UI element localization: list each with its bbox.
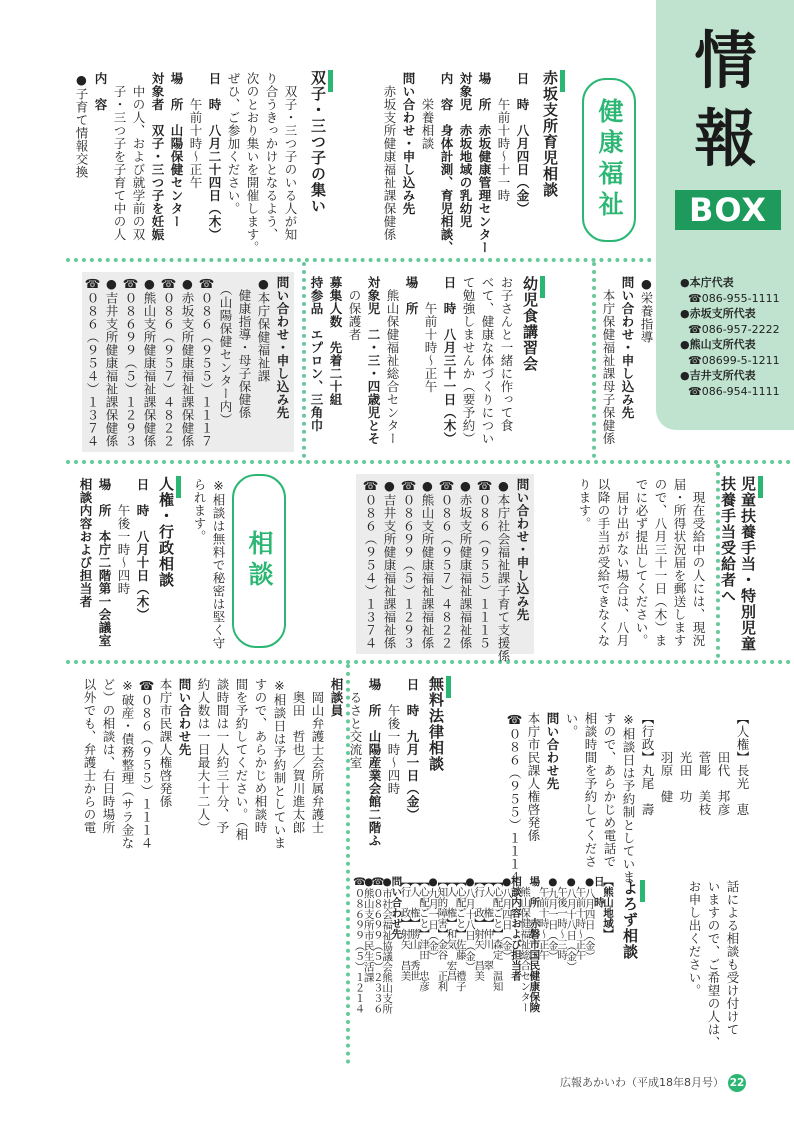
contact-tel: ☎086-955-1111 <box>688 291 780 305</box>
contact-name: ●赤坂支所代表 <box>680 307 756 320</box>
footer <box>560 1074 746 1092</box>
yoji-contact: 問い合わせ・申し込み先 ●本庁保健福祉課 健康指導・母子保健係 （山陽保健センター内） ☎０８６（９５５）１１１７ ●赤坂支所健康福祉課保健係 ☎０８６（９５７）４８２２ ●熊山支所健康福祉課保健係 ☎０８６９９（５）１２９３ ●吉井支所健康福祉課保健係 ☎０８６（９５４）１３７４ <box>85 276 290 448</box>
yoji-body: お子さんと一緒に作って食 べて、健康な体づくりについ て勉強しませんか（要予約） 日 時 八月三十一日（木） 午前十時～正午 場 所 熊山保健福祉総合センター 対象児 二・三・四歳児とそ の保護者 募集人数 先着二十組 持参品 エプロン、三角巾 <box>309 276 514 445</box>
akasaka-title: 赤坂支所育児相談 <box>540 70 565 198</box>
jinken-body: 日 時 八月十日（木） 午後一時～四時 場 所 本庁二階第一会議室 相談内容および担当者 <box>78 478 150 647</box>
health-welfare-badge: 健康福祉 <box>582 78 636 242</box>
contact-name: ●吉井支所代表 <box>680 369 756 382</box>
akasaka-body: 日 時 八月四日（金） 午前十時～十一時 場 所 赤坂健康管理センター 対象児 赤坂地域の乳幼児 内 容 身体計測、育児相談、 栄養相談 問い合わせ・申し込み先 赤坂支所健康福祉課保健係 <box>382 72 530 254</box>
contact-tel: ☎086-954-1111 <box>688 384 780 398</box>
yorozu-detail: 【熊山地域】 日 時 ●八月四日（金） 午前十時～正午 ●八月十八日（金） 午後一時～三時 ●九月一日（金） 午前十時～正午 場 所 赤磐市国民健康保険 熊山保健福祉総合センター 相談内容および担当者 ●八月四日（金） 【心配ごと】森定 温知 【人 権】仲川 翠 【行 政】射矢 昌美 ●八月十八日（金） 【心配ごと】佐藤 禮子 【人 権】和気 宏昌 【知的障害】金谷 正利 ●九月一日（金） 【心配ごと】津田 忠彦 【人 権】勝山 秀世 【行 政】射矢 昌美 問い合わせ先 ●市社会福祉協議会熊山支所 ☎０８６９９（５）２３３６ ●熊山支所市民生活課 ☎０８６９９（５）１２１４ <box>353 876 614 1014</box>
divider <box>66 460 791 464</box>
contact-name: ●熊山支所代表 <box>680 338 756 351</box>
jido-title: 児童扶養手当・特別児童扶養手当受給者へ <box>718 476 763 656</box>
contact-tel: ☎086-957-2222 <box>688 322 780 336</box>
yorozu-title: よろず相談 <box>620 880 645 960</box>
contact-tel: ☎08699-5-1211 <box>688 353 780 367</box>
futago-title: 双子・三つ子の集い <box>308 70 333 214</box>
yorozu-body: 話による相談も受け付けて いますので、ご希望の人は、 お申し出ください。 <box>687 880 740 1049</box>
jido-contact: 問い合わせ・申し込み先 ●本庁社会福祉課子育て支援係 ☎０８６（９５５）１１１５ ●赤坂支所健康福祉課福祉係 ☎０８６（９５７）４８２２ ●熊山支所健康福祉課福祉係 ☎０８６９９（５）１２９３ ●吉井支所健康福祉課福祉係 ☎０８６（９５４）１３７４ <box>363 478 530 663</box>
eiyo-body: ●栄養指導 問い合わせ・申し込み先 本庁保健福祉課母子保健係 <box>601 276 654 445</box>
sodan-note: ※相談は無料で秘密は堅く守 られます。 <box>192 478 226 650</box>
divider <box>66 660 791 664</box>
jinken-title: 人権・行政相談 <box>156 476 181 588</box>
yoji-title: 幼児食講習会 <box>520 276 545 372</box>
contact-list <box>680 275 792 399</box>
futago-body: 双子・三つ子のいる人が知 り合うきっかけとなるよう、 次のとおり集いを開催します。 ぜひ、ご参加ください。 日 時 八月二十四日（木） 午前十時～正午 場 所 山陽保健センター 対象者 双子・三つ子を妊娠 中の人、および就学前の双 子・三つ子を子育て中の人 内 容 ●子育て情報交換 <box>74 72 298 254</box>
contact-name: ●本庁代表 <box>680 276 734 289</box>
consultation-badge: 相談 <box>232 474 286 648</box>
jinken-list: 【人権】長光 恵 田代 邦彦 菅彫 美枝 光田 功 羽原 健 【行政】丸尾 壽 ※相談日は予約制としていま すので、あらかじめ電話で 相談時間を予約してくださ い。 問い合わせ先 本庁市民課人権啓発係 ☎０８６（９５５）１１１４ <box>507 712 750 884</box>
page-number: 22 <box>728 1074 746 1092</box>
box-label: BOX <box>675 190 781 230</box>
jido-body: 現在受給中の人には、現況 届・所得状況届を郵送します ので、八月三十一日（木）ま でに必ず提出してください。 届け出がない場合は、八月 以降の手当が受給できなくな ります。 <box>577 478 706 647</box>
divider <box>66 258 652 262</box>
horitsu-title: 無料法律相談 <box>426 676 451 772</box>
horitsu-body: 日 時 九月一日（金） 午後一時～四時 場 所 山陽産業会館二階ふ るさと交流室 相談員 岡山弁護士会所属弁護士 奥田 哲也／賀川進太郎 ※相談日は予約制としていま すので、あらかじめ相談時 間を予約してください。（相 談時間は一人約三十分、予 約人数は一日最大十二人） 問い合わせ先 本庁市民課人権啓発係 ☎０８６（９５５）１１１４ ※破産・債務整理（サラ金な ど）の相談は、右日時場所 以外でも、弁護士からの電 <box>82 678 420 850</box>
info-box-title: 情報 <box>694 24 757 175</box>
publication-name: 広報あかいわ（平成18年8月号） <box>560 1076 724 1089</box>
divider <box>302 262 306 458</box>
